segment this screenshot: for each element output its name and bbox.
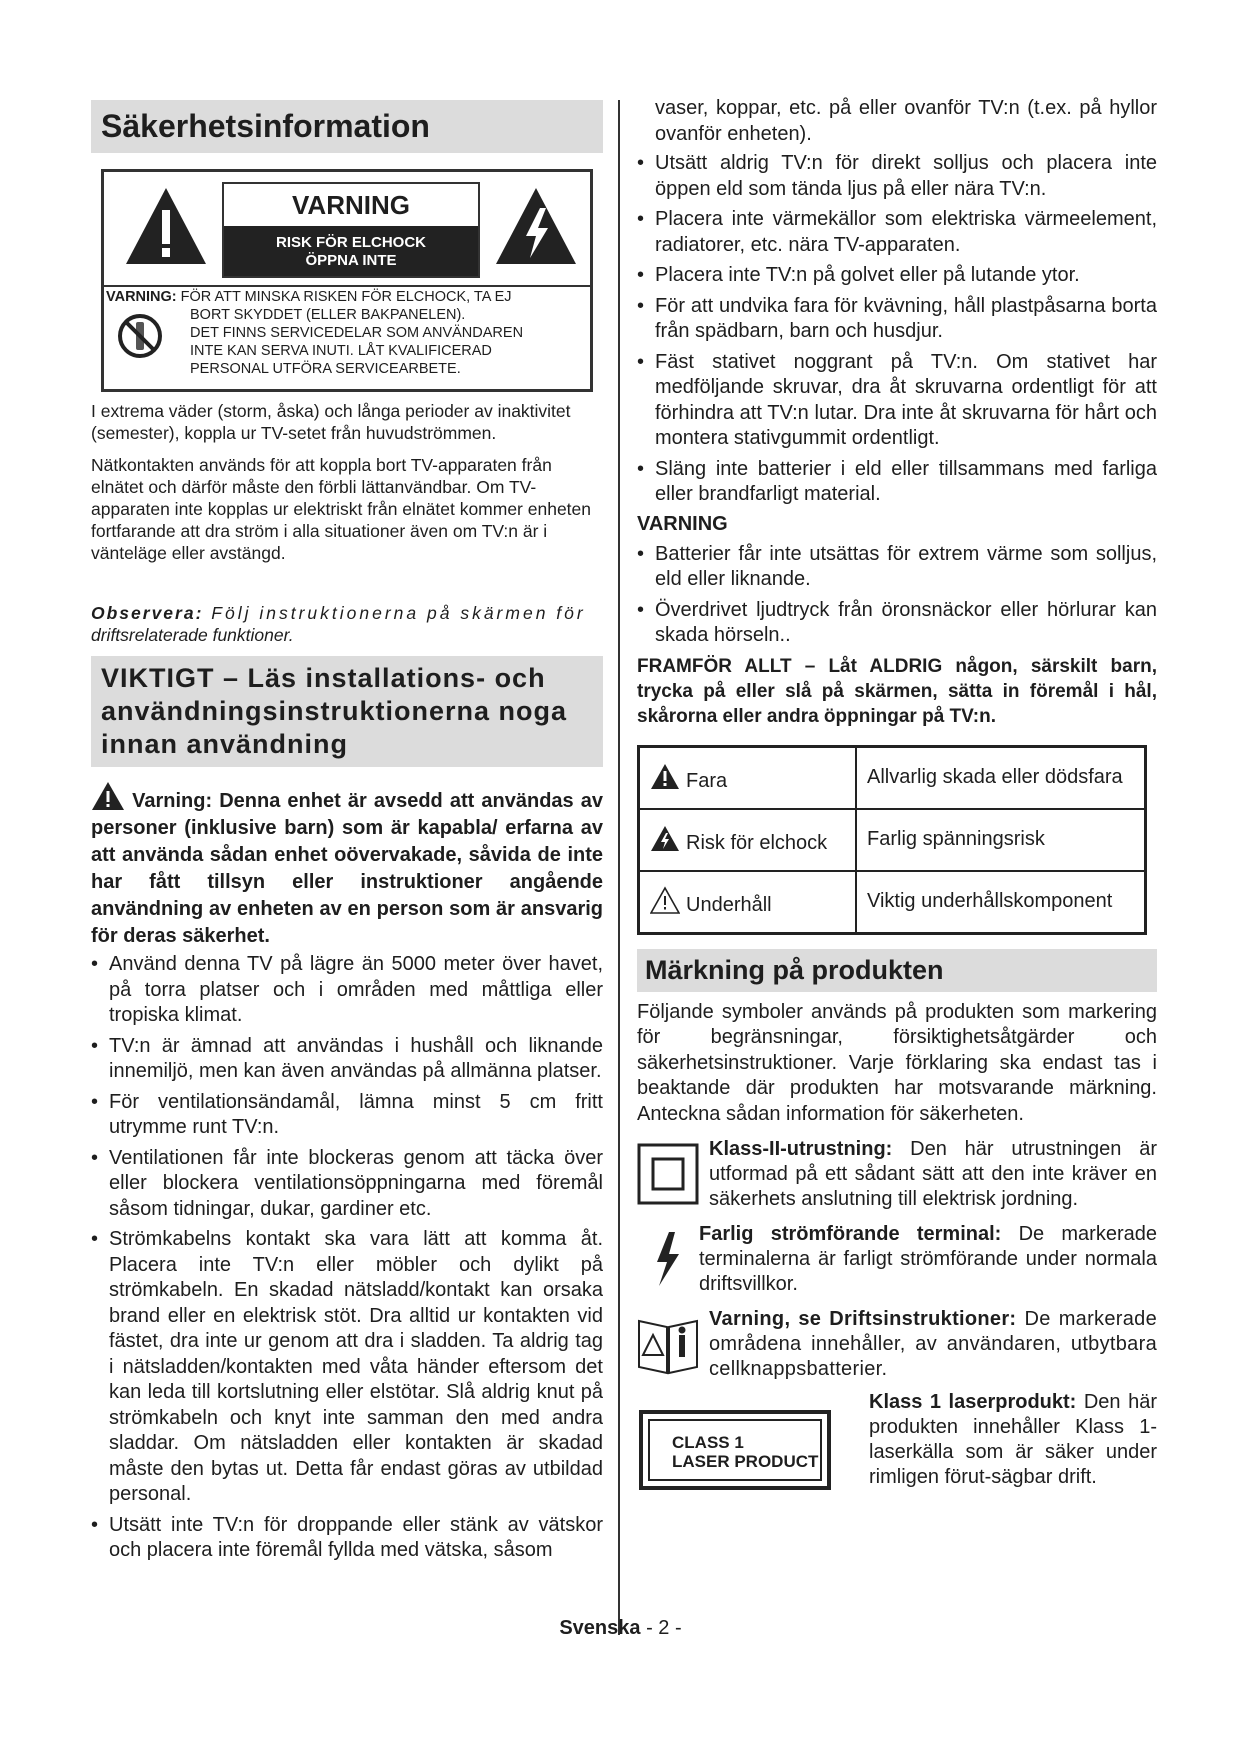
operating-instructions-mark xyxy=(637,1307,1157,1382)
laser-label-inner xyxy=(648,1419,822,1481)
mark-text xyxy=(869,1390,1157,1490)
symbol-description-cell: Viktig underhållskomponent xyxy=(856,871,1146,934)
symbol-row xyxy=(639,809,1146,871)
symbol-name: Underhåll xyxy=(686,894,772,916)
mark-text xyxy=(709,1307,1157,1382)
safety-bullet-item: • Placera inte TV:n på golvet eller på lutande ytor. xyxy=(637,263,1157,289)
column-divider xyxy=(618,100,620,1635)
mark-label: Farlig strömförande terminal: xyxy=(699,1223,1002,1245)
safety-bullet-item: • Släng inte batterier i eld eller tillsammans med farliga eller brandfarligt material. xyxy=(637,457,1157,508)
symbol-name-cell xyxy=(639,746,857,809)
left-column xyxy=(91,100,603,1569)
mark-label: Klass-II-utrustning: xyxy=(709,1138,893,1160)
shock-triangle-icon xyxy=(650,824,680,852)
warning-label xyxy=(222,182,480,278)
varning-bullet-item: • Batterier får inte utsättas för extrem värme som solljus, eld eller liknande. xyxy=(637,542,1157,593)
warning-text-line: DET FINNS SERVICEDELAR SOM ANVÄNDAREN xyxy=(190,325,524,341)
warning-text-line: INTE KAN SERVA INUTI. LÅT KVALIFICERAD xyxy=(190,343,492,359)
warning-text-line: BORT SKYDDET (ELLER BAKPANELEN). xyxy=(190,307,466,323)
right-bullet-list xyxy=(637,151,1157,508)
varning-heading: VARNING xyxy=(637,512,728,535)
page-title: Säkerhetsinformation xyxy=(91,100,603,153)
mark-description: De markerade terminalerna är farligt strömförande under normala driftsvillkor. xyxy=(699,1223,1157,1295)
warning-text-line: PERSONAL UTFÖRA SERVICEARBETE. xyxy=(190,361,461,377)
safety-bullet-item: • Ventilationen får inte blockeras genom att täcka över eller blockera ventilationsöppningarna med föremål såsom tidningar, dukar, gardiner etc. xyxy=(91,1146,603,1223)
symbol-description-cell: Allvarlig skada eller dödsfara xyxy=(856,746,1146,809)
symbol-row xyxy=(639,871,1146,934)
symbol-name-cell xyxy=(639,871,857,934)
varning-bullet-item: • Överdrivet ljudtryck från öronsnäckor eller hörlurar kan skada hörseln.. xyxy=(637,598,1157,649)
class-ii-icon xyxy=(637,1143,699,1205)
mark-description: De markerade områdena innehåller, av användaren, utbytbara cellknappsbatterier. xyxy=(709,1308,1157,1380)
safety-bullet-item: • TV:n är ämnad att användas i hushåll och liknande innemiljö, men kan även användas på allmänna platser. xyxy=(91,1034,603,1085)
warning-divider xyxy=(104,285,590,287)
symbol-name-cell xyxy=(639,809,857,871)
no-screwdriver-icon xyxy=(116,312,164,360)
safety-bullet-item: • Utsätt aldrig TV:n för direkt solljus och placera inte öppen eld som tända ljus på eller nära TV:n. xyxy=(637,151,1157,202)
safety-bullet-item: • För ventilationsändamål, lämna minst 5 cm fritt utrymme runt TV:n. xyxy=(91,1090,603,1141)
page-number: - 2 - xyxy=(640,1617,682,1639)
warning-text-line: FÖR ATT MINSKA RISKEN FÖR ELCHOCK, TA EJ xyxy=(176,289,512,305)
safety-bullet-item: • Utsätt inte TV:n för droppande eller stänk av vätskor och placera inte föremål fyllda med vätska, såsom xyxy=(91,1513,603,1564)
safety-bullet-item: • Använd denna TV på lägre än 5000 meter över havet, på torra platser och i områden med måttliga eller tropiska klimat. xyxy=(91,952,603,1029)
warning-heading: VARNING xyxy=(292,190,410,220)
mark-label: Varning, se Driftsinstruktioner: xyxy=(709,1308,1017,1330)
marking-intro: Följande symboler används på produkten som markering för begränsningar, försiktighetsåtgärder och säkerhetsinstruktioner. Varje förklaring ska endast tas i beaktande där produkten har motsvarande märkning. Anteckna sådan information för säkerheten. xyxy=(637,1000,1157,1125)
left-bullet-list xyxy=(91,952,603,1564)
above-all-warning: FRAMFÖR ALLT – Låt ALDRIG någon, särskilt barn, trycka på eller slå på skärmen, sätta in föremål i hål, skårorna eller andra öppningar på TV:n. xyxy=(637,655,1157,727)
mark-text xyxy=(709,1137,1157,1212)
lightning-bolt-icon xyxy=(645,1228,707,1290)
safety-bullet-item: • Placera inte värmekällor som elektriska värmeelement, radiatorer, etc. nära TV-apparaten. xyxy=(637,207,1157,258)
observe-text: Följ instruktionerna på skärmen för xyxy=(203,603,586,623)
warning-intro xyxy=(91,781,603,950)
mark-description: Den här produkten innehåller Klass 1-laserkälla som är säker under rimligen förut-sägbar drift. xyxy=(869,1391,1157,1488)
live-terminal-mark xyxy=(637,1222,1157,1297)
safety-bullet-item: • Strömkabelns kontakt ska vara lätt att komma åt. Placera inte TV:n eller möbler och dylikt på strömkabeln. En skadad nätsladd/kontakt kan orsaka brand eller en elektrisk stöt. Dra alltid ur kontakten vid fästet, dra inte ur genom att dra i sladden. Ta aldrig tag i nätsladden/kontakten med våta händer eftersom det kan leda till kortslutning eller elstötar. Slå aldrig knut på strömkabeln och knyt inte samman den med andra sladdar. Om nätsladden eller kontakten är skadad måste den bytas ut. Detta får endast göras av utbildad personal. xyxy=(91,1227,603,1508)
continuation-text: vaser, koppar, etc. på eller ovanför TV:n (t.ex. på hyllor ovanför enheten). xyxy=(655,97,1157,145)
warning-intro-text: Varning: Denna enhet är avsedd att användas av personer (inklusive barn) som är kapabla/ erfarna av att använda sådan enhet oövervakade, såvida de inte har fått tillsyn eller instruktioner angående användning av enheten av en person som är ansvarig för deras säkerhet. xyxy=(91,790,603,947)
right-column xyxy=(637,96,1157,1514)
laser-label xyxy=(639,1410,831,1490)
laser-label-text: LASER PRODUCT xyxy=(672,1452,819,1471)
observe-label: Observera: xyxy=(91,603,204,623)
symbol-table xyxy=(637,745,1147,935)
safety-bullet-item: • Fäst stativet noggrant på TV:n. Om stativet har medföljande skruvar, dra åt skruvarna ordentligt för att förhindra att TV:n lutar. Dra inte åt skruvarna för hårt och montera stativgummit ordentligt. xyxy=(637,350,1157,452)
warning-sub-line: RISK FÖR ELCHOCK xyxy=(276,234,426,251)
observe-note xyxy=(91,602,603,646)
danger-triangle-icon xyxy=(650,762,680,790)
warning-subtext xyxy=(224,226,478,276)
safety-bullet-item: • För att undvika fara för kvävning, håll plastpåsarna borta från spädbarn, barn och husdjur. xyxy=(637,294,1157,345)
maintenance-triangle-icon xyxy=(650,886,680,914)
disconnect-paragraph: I extrema väder (storm, åska) och långa perioder av inaktivitet (semester), koppla ur TV-setet från huvudströmmen. xyxy=(91,401,571,443)
symbol-row xyxy=(639,746,1146,809)
varning-bullet-list xyxy=(637,542,1157,649)
laser-product-mark xyxy=(637,1390,1157,1514)
symbol-description-cell: Farlig spänningsrisk xyxy=(856,809,1146,871)
class-ii-mark xyxy=(637,1137,1157,1212)
laser-label-text: CLASS 1 xyxy=(672,1433,744,1452)
symbol-name: Fara xyxy=(686,770,728,792)
electric-shock-warning-box xyxy=(101,169,593,392)
exclamation-triangle-icon xyxy=(124,184,208,268)
observe-text: driftsrelaterade funktioner. xyxy=(91,625,294,645)
footer-language: Svenska xyxy=(559,1617,641,1639)
warning-text xyxy=(106,288,523,378)
mark-description: Den här utrustningen är utformad på ett sådant sätt att den inte kräver en säkerhets anslutning till elektrisk jordning. xyxy=(709,1138,1157,1210)
important-heading: VIKTIGT – Läs installations- och användningsinstruktionerna noga innan användning xyxy=(91,656,603,767)
marking-title: Märkning på produkten xyxy=(637,949,1157,992)
lightning-triangle-icon xyxy=(494,184,578,268)
warning-triangle-icon xyxy=(91,781,125,811)
symbol-name: Risk för elchock xyxy=(686,832,828,854)
warning-text-label: VARNING: xyxy=(106,289,177,305)
warning-sub-line: ÖPPNA INTE xyxy=(305,252,397,269)
mark-label: Klass 1 laserprodukt: xyxy=(869,1391,1077,1413)
page-footer xyxy=(0,1617,1241,1640)
mark-text xyxy=(699,1222,1157,1297)
see-instructions-icon xyxy=(637,1313,699,1375)
mains-plug-paragraph: Nätkontakten används för att koppla bort TV-apparaten från elnätet och därför måste den förbli lättanvändbar. Om TV-apparaten inte kopplas ur elektriskt från elnätet kommer enheten fortfarande att dra ström i alla situationer även om TV:n är i vänteläge eller avstängd. xyxy=(91,455,592,563)
